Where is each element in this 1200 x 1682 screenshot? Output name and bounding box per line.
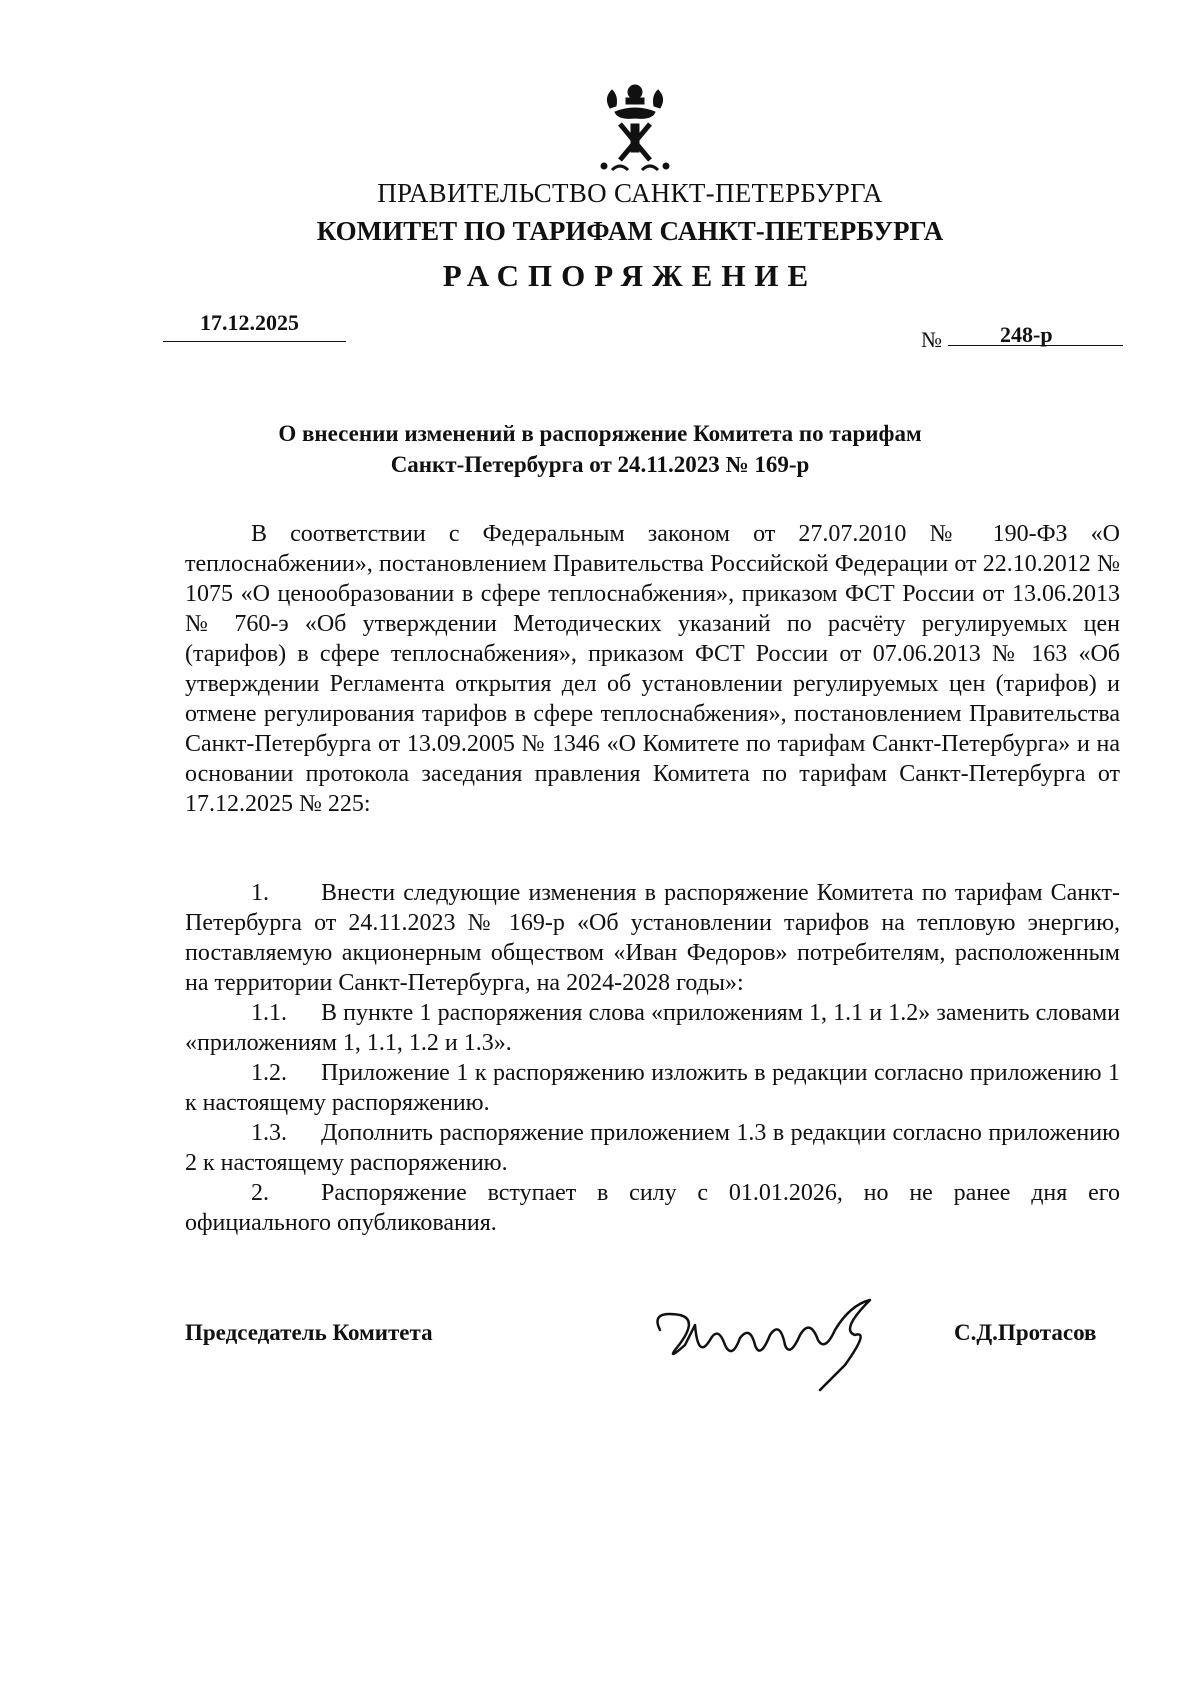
government-heading: ПРАВИТЕЛЬСТВО САНКТ-ПЕТЕРБУРГА — [377, 178, 883, 208]
signatory-position: Председатель Комитета — [185, 1320, 433, 1345]
item-text: Приложение 1 к распоряжению изложить в редакции согласно приложению 1 к настоящему распоряжению. — [185, 1060, 1120, 1116]
item-number: 1.1. — [251, 1000, 287, 1026]
item-number: 2. — [251, 1180, 269, 1206]
list-item — [185, 1178, 1120, 1238]
number-underline — [948, 345, 1123, 346]
list-item — [185, 1058, 1120, 1118]
document-title-line2: Санкт-Петербурга от 24.11.2023 № 169-р — [390, 452, 810, 477]
item-number: 1.3. — [251, 1120, 287, 1146]
list-item — [185, 1118, 1120, 1178]
item-text: В пункте 1 распоряжения слова «приложениям 1, 1.1 и 1.2» заменить словами «приложениям 1, 1.1, 1.2 и 1.3». — [185, 1000, 1120, 1056]
list-item — [185, 878, 1120, 998]
committee-heading: КОМИТЕТ ПО ТАРИФАМ САНКТ-ПЕТЕРБУРГА — [316, 216, 944, 246]
document-type: РАСПОРЯЖЕНИЕ — [442, 258, 818, 293]
item-text: Распоряжение вступает в силу с 01.01.2026, но не ранее дня его официального опубликования. — [185, 1180, 1120, 1236]
item-number: 1.2. — [251, 1060, 287, 1086]
signatory-name: С.Д.Протасов — [954, 1320, 1097, 1345]
order-items — [185, 878, 1120, 1238]
list-item — [185, 998, 1120, 1058]
number-sign: № — [921, 327, 942, 352]
document-title-line1: О внесении изменений в распоряжение Комитета по тарифам — [278, 421, 922, 446]
item-text: Внести следующие изменения в распоряжение Комитета по тарифам Санкт-Петербурга от 24.11.2023 № 169-р «Об установлении тарифов на тепловую энергию, поставляемую акционерным обществом «Иван Федоров» потребителям, расположенным на территории Санкт-Петербурга, на 2024-2028 годы»: — [185, 880, 1120, 996]
coat-of-arms-icon — [590, 78, 680, 178]
document-date: 17.12.2025 — [200, 310, 299, 335]
document-number: 248-р — [1000, 322, 1053, 347]
item-text: Дополнить распоряжение приложением 1.3 в редакции согласно приложению 2 к настоящему распоряжению. — [185, 1120, 1120, 1176]
preamble-paragraph: В соответствии с Федеральным законом от 27.07.2010 № 190-ФЗ «О теплоснабжении», постановлением Правительства Российской Федерации от 22.10.2012 № 1075 «О ценообразовании в сфере теплоснабжения», приказом ФСТ России от 13.06.2013 № 760-э «Об утверждении Методических указаний по расчёту регулируемых цен (тарифов) в сфере теплоснабжения», приказом ФСТ России от 07.06.2013 № 163 «Об утверждении Регламента открытия дел об установлении регулируемых цен (тарифов) и отмене регулирования тарифов в сфере теплоснабжения», постановлением Правительства Санкт-Петербурга от 13.09.2005 № 1346 «О Комитете по тарифам Санкт-Петербурга» и на основании протокола заседания правления Комитета по тарифам Санкт-Петербурга от 17.12.2025 № 225: — [185, 521, 1120, 817]
handwritten-signature-icon — [640, 1290, 900, 1400]
item-number: 1. — [251, 880, 269, 906]
date-underline — [163, 341, 346, 342]
